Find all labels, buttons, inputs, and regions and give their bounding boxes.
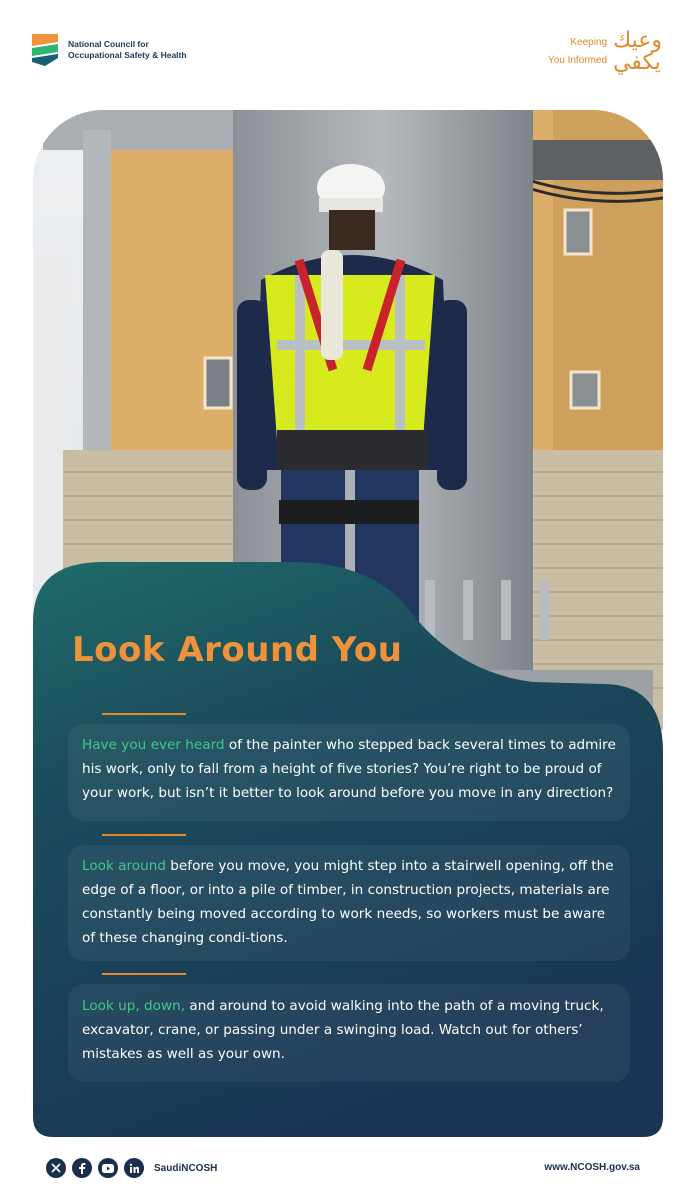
website-link[interactable]: www.NCOSH.gov.sa <box>544 1162 640 1173</box>
paragraph-2-highlight: Look around <box>82 858 166 874</box>
page-title: Look Around You <box>72 630 403 670</box>
x-icon[interactable] <box>46 1158 66 1178</box>
paragraph-3-highlight: Look up, down, <box>82 998 186 1014</box>
social-links <box>46 1158 217 1178</box>
facebook-icon[interactable] <box>72 1158 92 1178</box>
youtube-icon[interactable] <box>98 1158 118 1178</box>
footer <box>0 1158 696 1184</box>
ncosh-logo <box>30 32 187 68</box>
ncosh-logo-icon <box>30 32 60 68</box>
tagline-arabic-top: وعيك <box>613 28 662 53</box>
section-divider <box>102 973 186 975</box>
paragraph-1-text: of the painter who stepped back several times to admire his work, only to fall from a height of five stories? You’re right to be proud of your work, but isn’t it better to look around before you move in any direction? <box>82 737 616 801</box>
tagline-arabic-bottom: يكفي <box>613 50 661 75</box>
keeping-informed-logo <box>548 30 662 74</box>
tagline-line2: You Informed <box>547 55 608 66</box>
linkedin-icon[interactable] <box>124 1158 144 1178</box>
social-handle[interactable]: SaudiNCOSH <box>154 1162 218 1174</box>
paragraph-1 <box>82 733 622 805</box>
section-divider <box>102 834 186 836</box>
paragraph-2 <box>82 854 622 950</box>
section-divider <box>102 713 186 715</box>
paragraph-3-text: and around to avoid walking into the path of a moving truck, excavator, crane, or passing under a swinging load. Watch out for others’ mistakes as well as your own. <box>82 998 604 1062</box>
paragraph-3 <box>82 994 622 1066</box>
org-name-line2: Occupational Safety & Health <box>68 50 187 60</box>
org-name-line1: National Council for <box>68 39 149 49</box>
tagline-line1: Keeping <box>570 37 608 48</box>
paragraph-2-text: before you move, you might step into a stairwell opening, off the edge of a floor, or into a pile of timber, in construction projects, materials are constantly being moved according to work needs, so workers must be aware of these changing condi-tions. <box>82 858 614 946</box>
paragraph-1-highlight: Have you ever heard <box>82 737 225 753</box>
